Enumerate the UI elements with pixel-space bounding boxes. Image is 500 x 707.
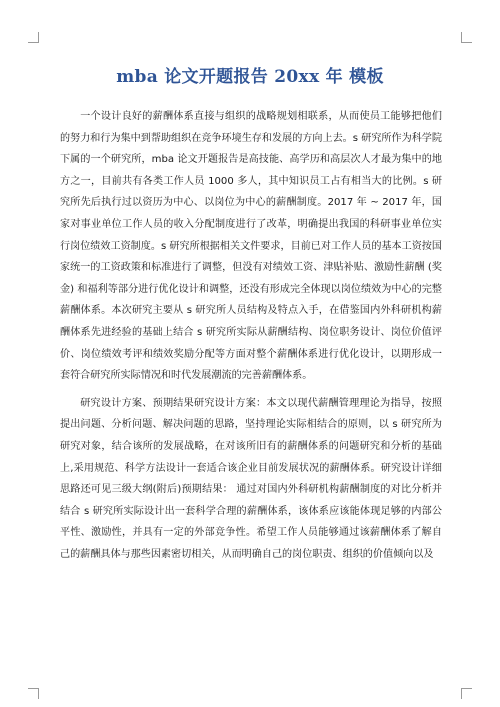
- document-title: mba 论文开题报告 20xx 年 模板: [116, 67, 384, 87]
- paragraph-1: 一个设计良好的薪酬体系直接与组织的战略规划相联系，从而使员工能够把他们的努力和行为集中到帮助组织在竞争环境生存和发展的方向上去。s 研究所作为科学院下属的一个研究所，mba 论文开题报告是高技能、高学历和高层次人才最为集中的地方之一，目前共有各类工作人员 1000 多人，其中知识员工占有相当大的比例。s 研究所先后执行过以资历为中心、以岗位为中心的薪酬制度。2017 年 ~ 2017 年，国家对事业单位工作人员的收入分配制度进行了改革，明确提出我国的科研事业单位实行岗位绩效工资制度。s 研究所根据相关文件要求，目前已对工作人员的基本工资按国家统一的工资政策和标准进行了调整，但没有对绩效工资、津贴补贴、激励性薪酬 (奖金) 和福利等部分进行优化设计和调整，还没有形成完全体现以岗位绩效为中心的完整薪酬体系。本次研究主要从 s 研究所人员结构及特点入手，在借鉴国内外科研机构薪酬体系先进经验的基础上结合 s 研究所实际从薪酬结构、岗位职务设计、岗位价值评价、岗位绩效考评和绩效奖励分配等方面对整个薪酬体系进行优化设计，以期形成一套符合研究所实际情况和时代发展潮流的完善薪酬体系。: [60, 111, 442, 382]
- crop-mark-bottom-left: [28, 688, 39, 699]
- paragraph-2: 研究设计方案、预期结果研究设计方案：本文以现代薪酬管理理论为指导，按照提出问题、分析问题、解决问题的思路，坚持理论实际相结合的原则，以 s 研究所为研究对象，结合该所的发展战略，在对该所旧有的薪酬体系的问题研究和分析的基础上,采用规范、科学方法设计一套适合该企业目前发展状况的薪酬体系。研究设计详细思路还可见三级大纲(附后)预期结果： 通过对国内外科研机构薪酬制度的对比分析并结合 s 研究所实际设计出一套科学合理的薪酬体系，该体系应该能体现足够的内部公平性、激励性，并具有一定的外部竞争性。希望工作人员能够通过该薪酬体系了解自己的薪酬具体与那些因素密切相关，从而明确自己的岗位职责、组织的价值倾向以及: [60, 397, 442, 560]
- crop-mark-top-right: [461, 32, 472, 43]
- document-body: [60, 106, 442, 565]
- crop-mark-top-left: [28, 32, 39, 43]
- crop-mark-bottom-right: [461, 688, 472, 699]
